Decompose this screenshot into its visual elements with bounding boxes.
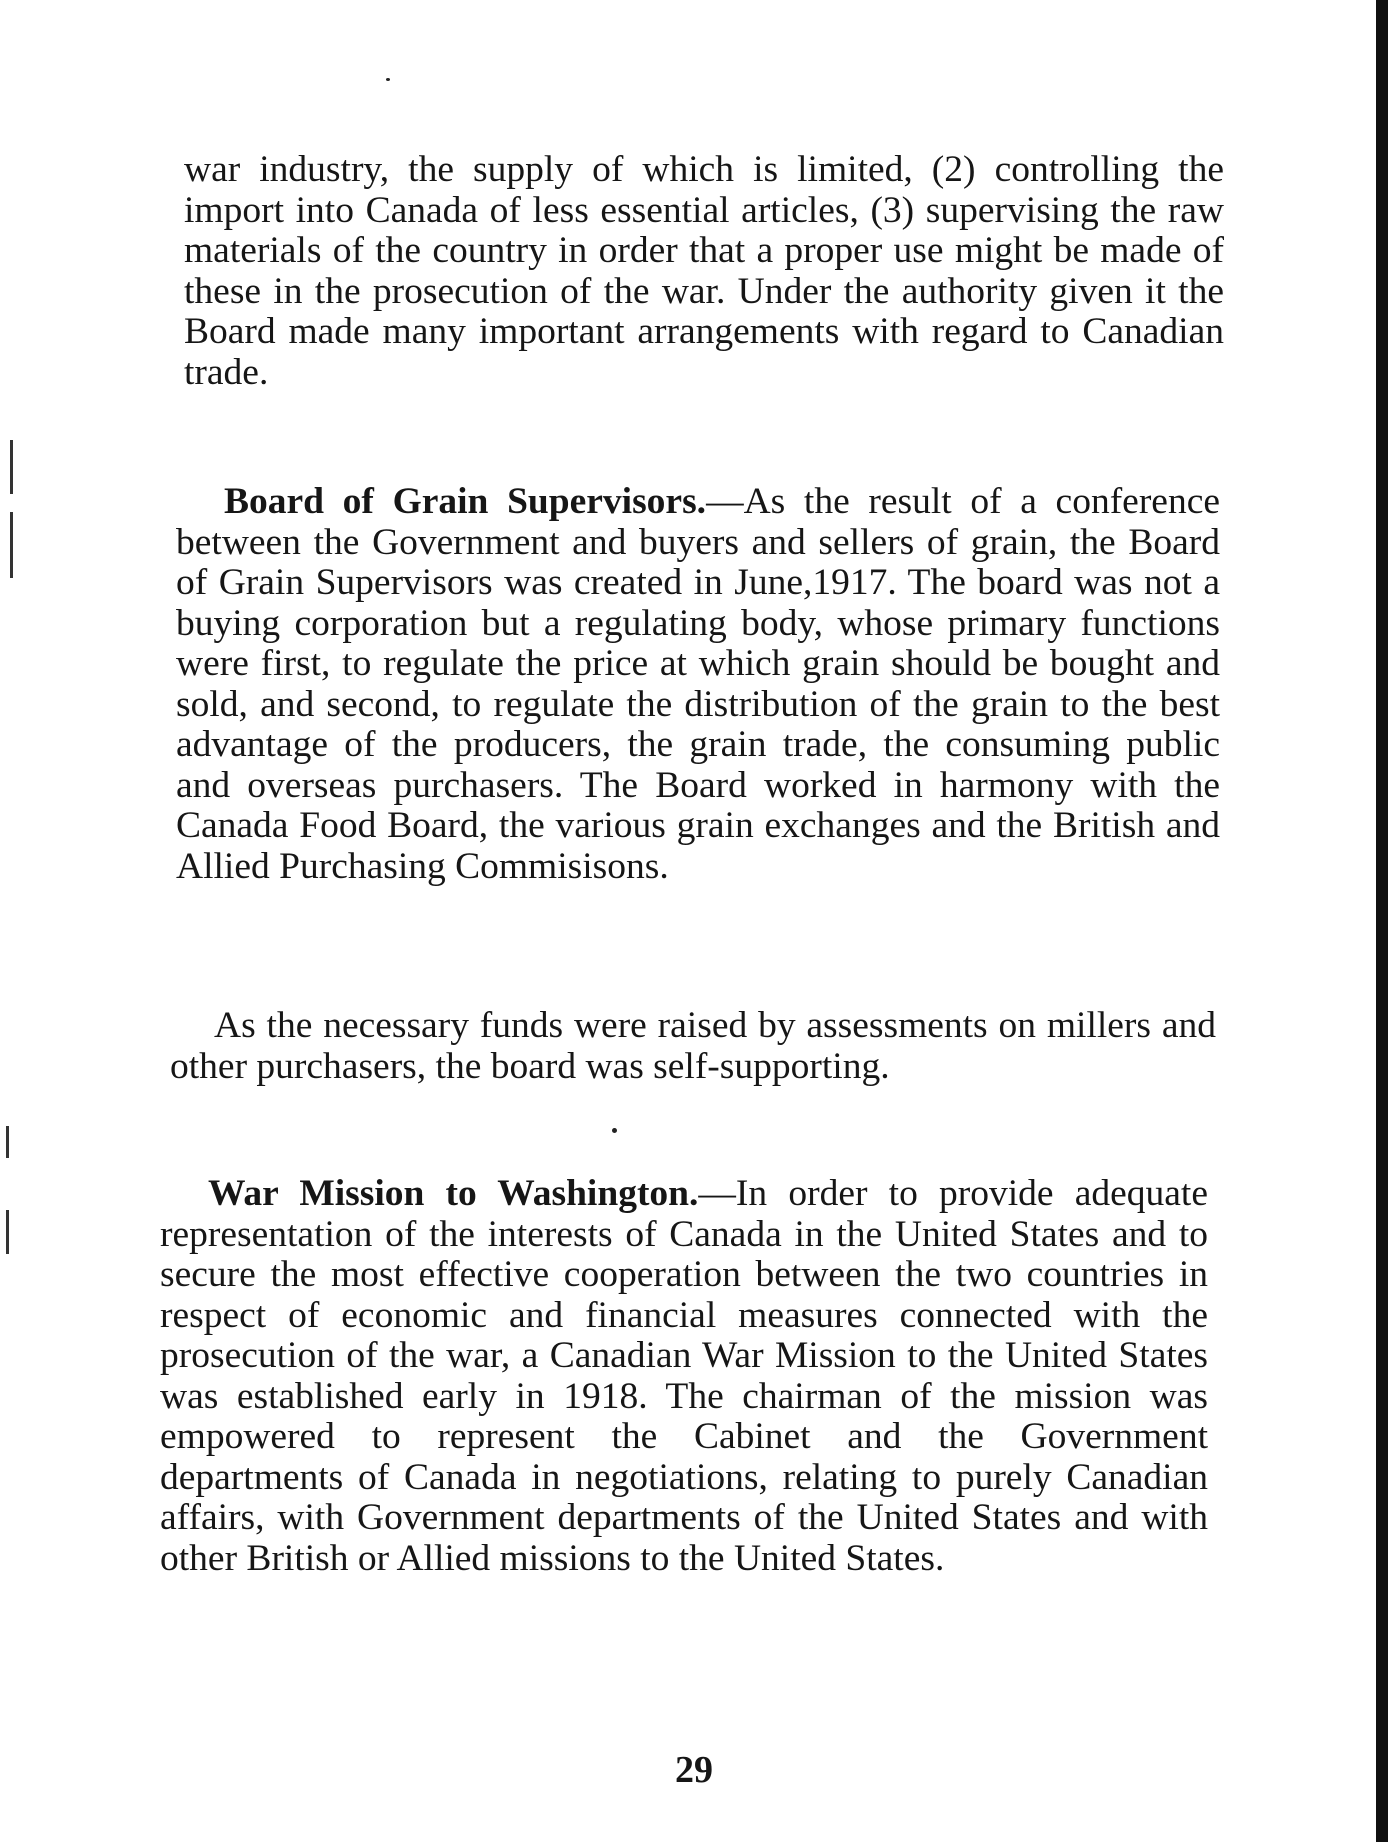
- funds-paragraph-block: [170, 1006, 1216, 1087]
- war-mission-body: —In order to provide adequate representation of the interests of Canada in the United States and to secure the most effective cooperation between the two countries in respect of economic and financial measures connected with the prosecution of the war, a Canadian War Mission to the United States was established early in 1918. The chairman of the mission was empowered to represent the Cabinet and the Government departments of Canada in negotiations, relating to purely Canadian affairs, with Government departments of the United States and with other British or Allied missions to the United States.: [160, 1173, 1208, 1579]
- funds-paragraph: As the necessary funds were raised by assessments on millers and other purchasers, the board was self-supporting.: [170, 1005, 1216, 1087]
- margin-mark: [6, 1126, 9, 1158]
- page-edge-shadow: [1376, 0, 1388, 1842]
- grain-supervisors-heading: Board of Grain Supervisors.: [224, 481, 707, 522]
- intro-paragraph: war industry, the supply of which is limited, (2) controlling the import into Canada of less essential articles, (3) supervising the raw materials of the country in order that a proper use might be made of these in the prosecution of the war. Under the authority given it the Board made many important arrangements with regard to Canadian trade.: [184, 149, 1224, 393]
- margin-mark: [10, 512, 13, 578]
- intro-paragraph-block: [184, 150, 1224, 393]
- margin-mark: [10, 440, 13, 494]
- ink-speck: [612, 1128, 617, 1133]
- war-mission-paragraph: [160, 1174, 1208, 1579]
- grain-supervisors-section: [176, 482, 1220, 887]
- grain-supervisors-paragraph: [176, 482, 1220, 887]
- war-mission-section: [160, 1174, 1208, 1579]
- war-mission-heading: War Mission to Washington.: [208, 1173, 699, 1214]
- page-number: 29: [675, 1749, 713, 1791]
- margin-mark: [6, 1210, 9, 1254]
- grain-supervisors-body: —As the result of a conference between the Government and buyers and sellers of grain, the Board of Grain Supervisors was created in June,1917. The board was not a buying corporation but a regulating body, whose primary functions were first, to regulate the price at which grain should be bought and sold, and second, to regulate the distribution of the grain to the best advantage of the producers, the grain trade, the consuming public and overseas purchasers. The Board worked in harmony with the Canada Food Board, the various grain exchanges and the British and Allied Purchasing Commisisons.: [176, 481, 1220, 887]
- ink-speck: [386, 78, 390, 81]
